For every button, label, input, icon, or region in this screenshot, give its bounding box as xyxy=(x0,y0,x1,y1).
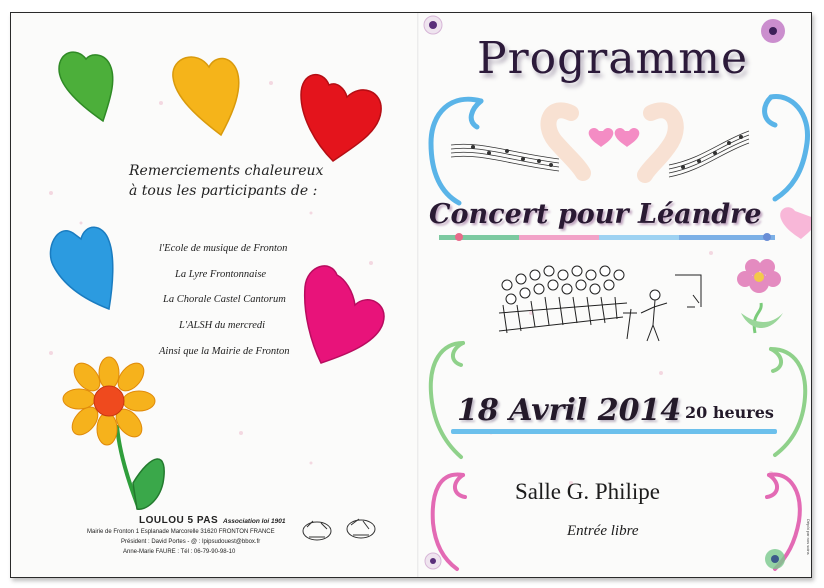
participant-item: La Chorale Castel Cantorum xyxy=(163,294,286,305)
association-contact: Anne-Marie FAURE : Tél : 06-79-90-98-10 xyxy=(123,549,236,555)
concert-date: 18 Avril 2014 xyxy=(457,393,682,428)
small-pink-heart-2 xyxy=(615,128,640,147)
concert-time: 20 heures xyxy=(685,403,774,422)
pink-flower-right xyxy=(737,259,783,333)
music-staff-left xyxy=(451,144,559,171)
participant-item: l'Ecole de musique de Fronton xyxy=(159,243,288,254)
participant-item: L'ALSH du mercredi xyxy=(179,320,266,331)
side-note: Dépôt par nos soins xyxy=(806,519,811,555)
pink-heart xyxy=(305,266,384,363)
thanks-heading xyxy=(129,161,349,201)
participant-item: La Lyre Frontonnaise xyxy=(175,269,267,280)
faint-peach-shapes xyxy=(548,110,675,175)
entry-info: Entrée libre xyxy=(567,523,639,539)
association-legal-status: Association loi 1901 xyxy=(223,518,286,525)
green-swirl-right xyxy=(771,349,805,455)
date-underline xyxy=(451,429,777,434)
violet-flower-top-right xyxy=(761,19,785,43)
association-president: Président : David Portes - @ : lpipsudouest@bbox.fr xyxy=(121,539,261,545)
hand-drawn-decorations xyxy=(11,13,811,577)
small-pink-heart-1 xyxy=(589,128,614,147)
thanks-line-1: Remerciements chaleureux xyxy=(129,163,324,179)
concert-venue: Salle G. Philipe xyxy=(515,479,661,504)
concert-underline xyxy=(439,233,775,241)
program-title: Programme xyxy=(477,33,749,84)
concert-program-sheet xyxy=(10,12,812,578)
thanks-line-2: à tous les participants de : xyxy=(129,183,318,199)
pink-heart-right xyxy=(780,207,811,239)
participant-item: Ainsi que la Mairie de Fronton xyxy=(159,346,290,357)
red-heart xyxy=(301,75,381,161)
association-address: Mairie de Fronton 1 Esplanade Marcorelle 31620 FRONTON FRANCE xyxy=(87,529,275,535)
music-notes-right xyxy=(681,135,743,169)
choir-drawing xyxy=(499,266,701,341)
green-heart xyxy=(59,52,113,121)
violet-flower-top-left xyxy=(424,16,442,34)
blue-swirl-right xyxy=(771,96,808,199)
flower-drawing xyxy=(63,357,164,509)
small-flower-bottom-left xyxy=(425,553,441,569)
small-flower-bottom-right xyxy=(765,549,785,569)
blue-heart xyxy=(50,227,112,309)
concert-title: Concert pour Léandre xyxy=(429,199,762,230)
small-sketches xyxy=(303,519,375,540)
association-name: LOULOU 5 PAS xyxy=(139,515,219,526)
yellow-heart xyxy=(173,57,239,135)
